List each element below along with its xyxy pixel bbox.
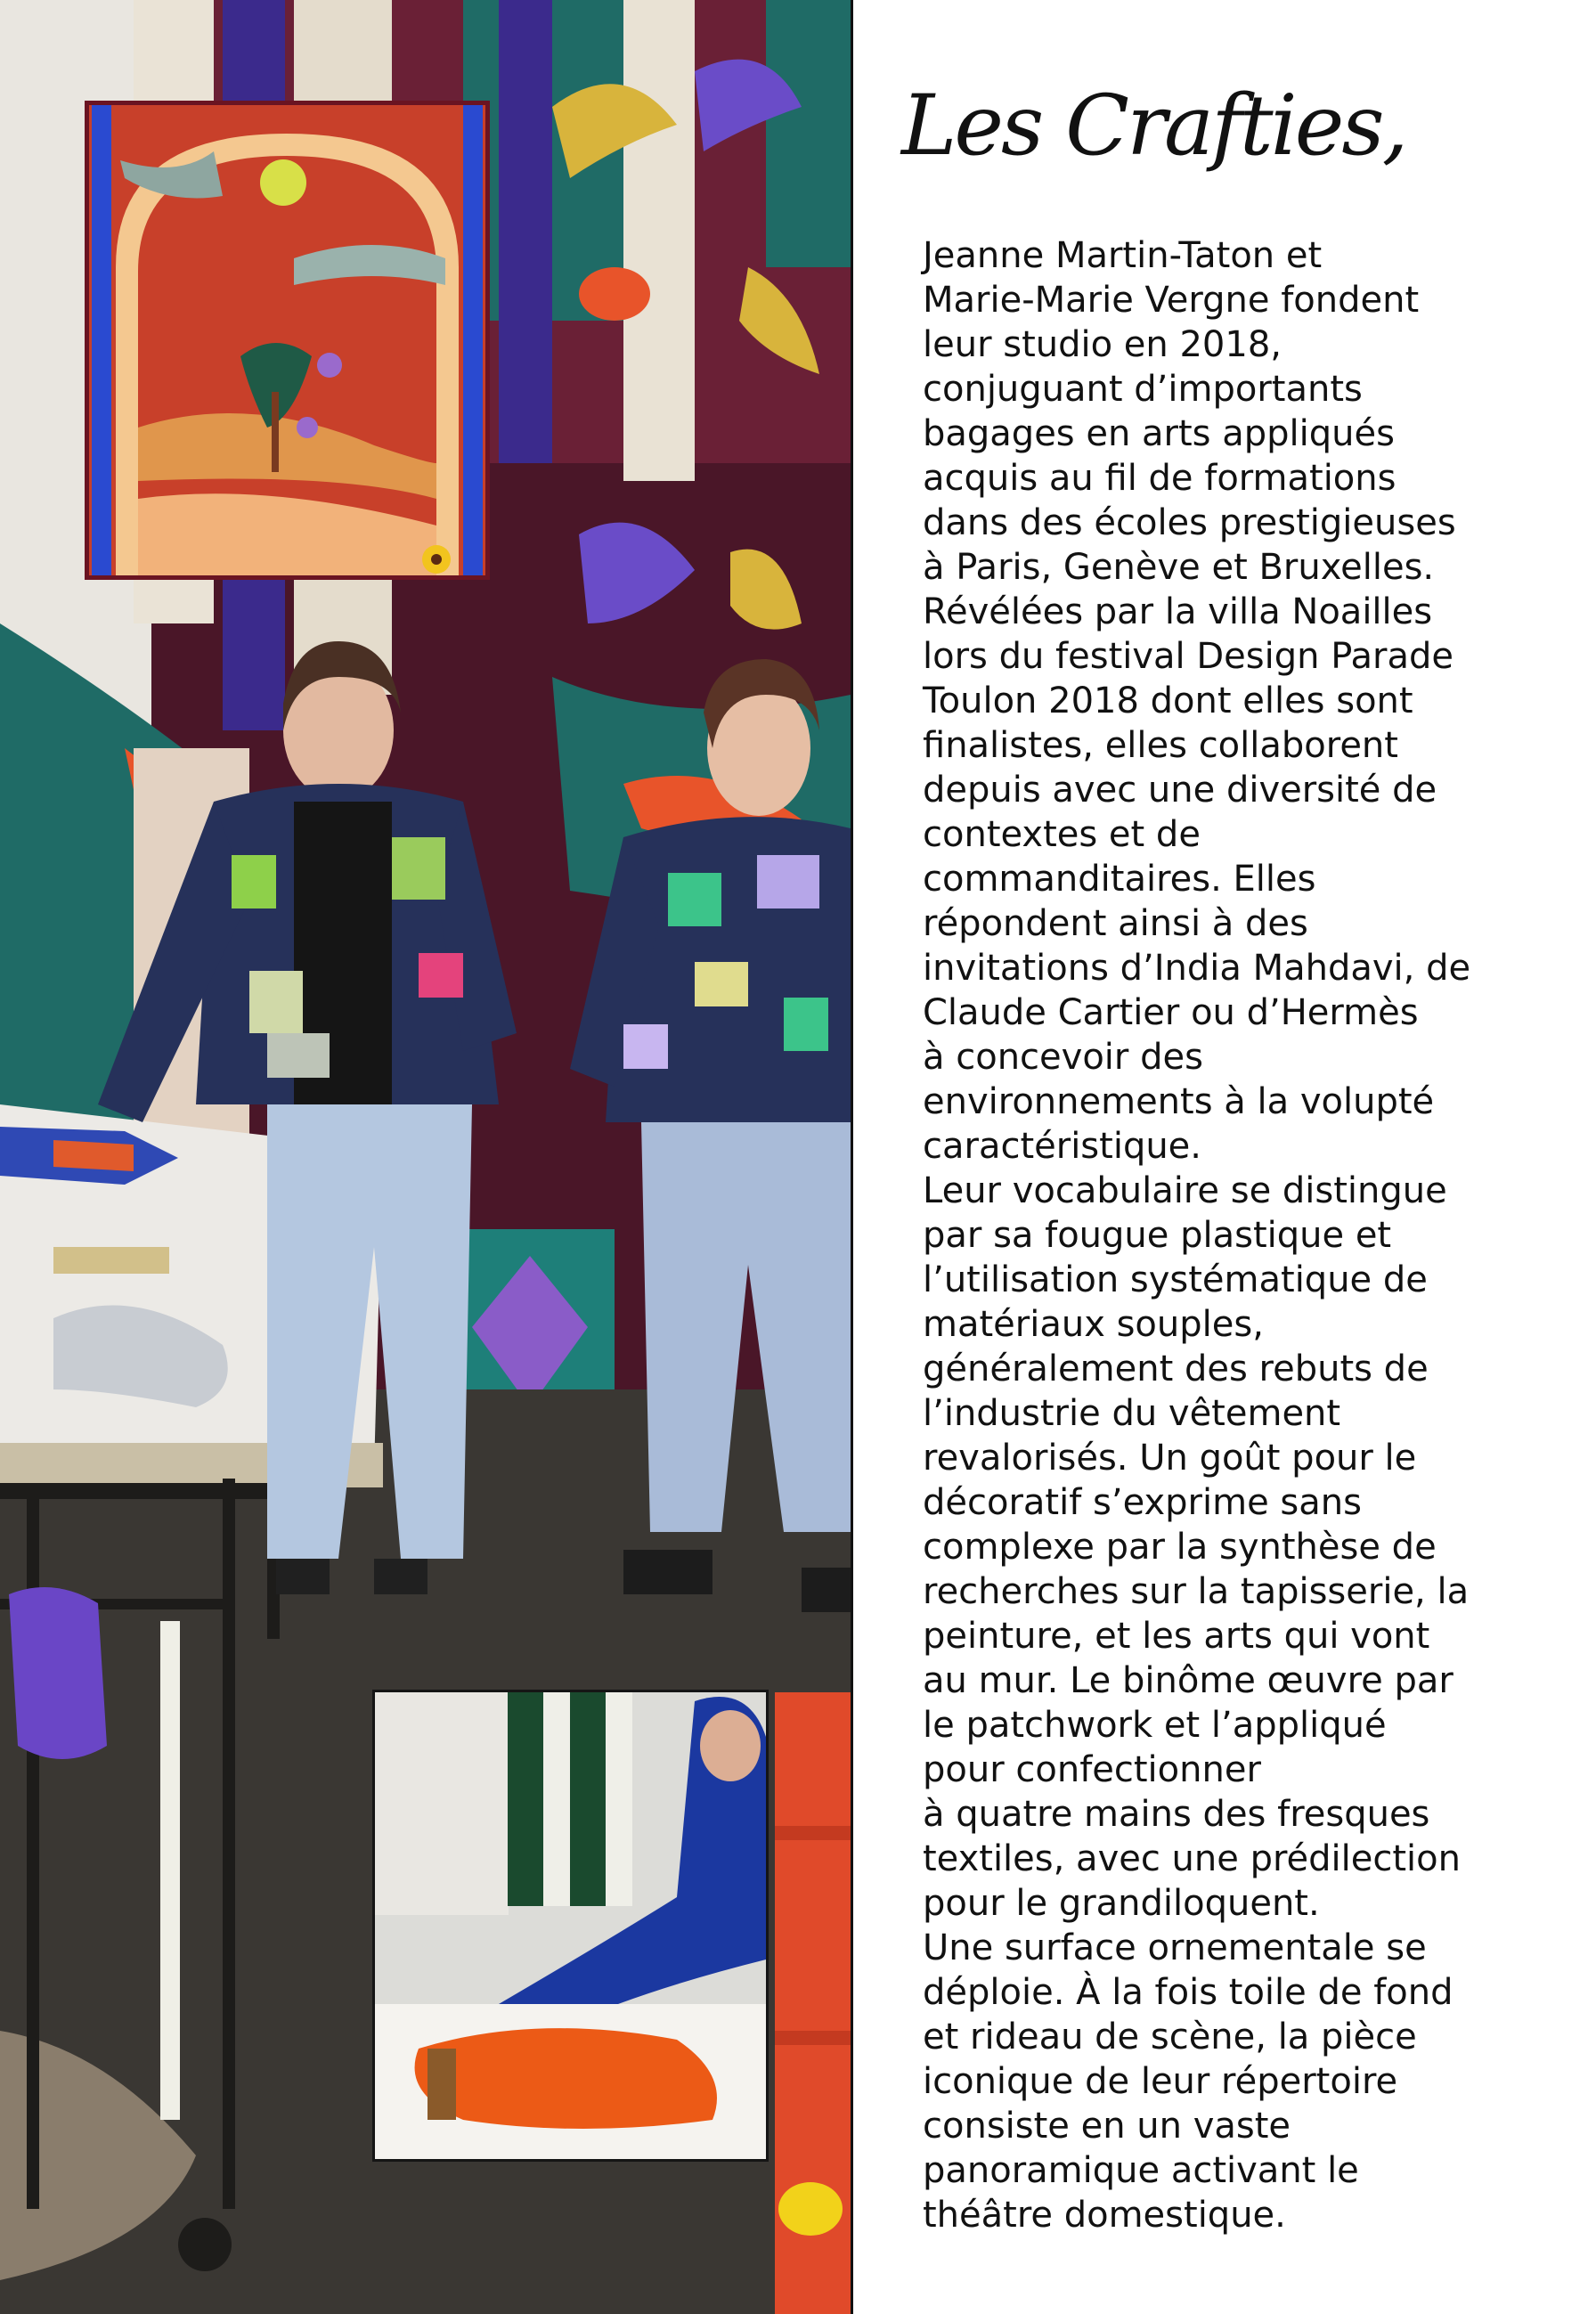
body-text-line: peinture, et les arts qui vont bbox=[923, 1616, 1430, 1657]
body-text-line: commanditaires. Elles bbox=[923, 859, 1316, 900]
body-text-line: Jeanne Martin-Taton et bbox=[923, 235, 1323, 276]
body-text-line: pour le grandiloquent. bbox=[923, 1883, 1320, 1924]
body-text-line: conjuguant d’importants bbox=[923, 369, 1363, 410]
body-text-line: Claude Cartier ou d’Hermès bbox=[923, 992, 1419, 1033]
body-text-line: au mur. Le binôme œuvre par bbox=[923, 1660, 1454, 1701]
body-text-line: textiles, avec une prédilection bbox=[923, 1838, 1461, 1879]
inset-artwork bbox=[85, 101, 490, 580]
body-text-line: et rideau de scène, la pièce bbox=[923, 2017, 1417, 2057]
body-text-line: dans des écoles prestigieuses bbox=[923, 502, 1456, 543]
body-text-line: le patchwork et l’appliqué bbox=[923, 1705, 1387, 1746]
body-text-line: Marie-Marie Vergne fondent bbox=[923, 280, 1420, 321]
body-text-line: répondent ainsi à des bbox=[923, 903, 1308, 944]
inset-painting-photo bbox=[372, 1690, 769, 2162]
body-text-line: Toulon 2018 dont elles sont bbox=[923, 680, 1413, 721]
body-text-line: Leur vocabulaire se distingue bbox=[923, 1170, 1447, 1211]
body-text-line: à Paris, Genève et Bruxelles. bbox=[923, 547, 1435, 588]
body-text-line: complexe par la synthèse de bbox=[923, 1527, 1437, 1568]
body-text-line: depuis avec une diversité de bbox=[923, 770, 1437, 811]
page-title: Les Crafties, bbox=[901, 77, 1406, 175]
body-text-line: bagages en arts appliqués bbox=[923, 413, 1395, 454]
body-text-line: environnements à la volupté bbox=[923, 1081, 1435, 1122]
body-text-line: lors du festival Design Parade bbox=[923, 636, 1454, 677]
body-text-line: recherches sur la tapisserie, la bbox=[923, 1571, 1470, 1612]
body-text-line: pour confectionner bbox=[923, 1749, 1261, 1790]
body-text-line: Révélées par la villa Noailles bbox=[923, 591, 1433, 632]
body-text-line: par sa fougue plastique et bbox=[923, 1215, 1392, 1256]
gloves bbox=[9, 1587, 107, 1759]
body-text-line: généralement des rebuts de bbox=[923, 1348, 1429, 1389]
body-text-line: théâtre domestique. bbox=[923, 2195, 1286, 2236]
body-text-line: l’utilisation systématique de bbox=[923, 1259, 1428, 1300]
body-text-line: revalorisés. Un goût pour le bbox=[923, 1438, 1417, 1479]
body-text-line: consiste en un vaste bbox=[923, 2106, 1291, 2147]
body-text-line: contextes et de bbox=[923, 814, 1201, 855]
body-text-line: décoratif s’exprime sans bbox=[923, 1482, 1362, 1523]
body-text-line: leur studio en 2018, bbox=[923, 324, 1282, 365]
body-text-line: caractéristique. bbox=[923, 1126, 1202, 1167]
body-text-line: finalistes, elles collaborent bbox=[923, 725, 1398, 766]
body-text-line: l’industrie du vêtement bbox=[923, 1393, 1341, 1434]
body-text-line: matériaux souples, bbox=[923, 1304, 1264, 1345]
body-text bbox=[923, 233, 1582, 2237]
body-text-line: acquis au fil de formations bbox=[923, 458, 1396, 499]
body-text-line: invitations d’India Mahdavi, de bbox=[923, 948, 1471, 989]
body-text-line: à quatre mains des fresques bbox=[923, 1794, 1430, 1835]
body-text-line: Une surface ornementale se bbox=[923, 1927, 1427, 1968]
column-divider bbox=[851, 0, 853, 2314]
body-text-line: déploie. À la fois toile de fond bbox=[923, 1972, 1454, 2013]
tape-measure bbox=[160, 1621, 180, 2120]
body-text-line: à concevoir des bbox=[923, 1037, 1203, 1078]
body-text-line: iconique de leur répertoire bbox=[923, 2061, 1398, 2102]
body-text-line: panoramique activant le bbox=[923, 2150, 1359, 2191]
